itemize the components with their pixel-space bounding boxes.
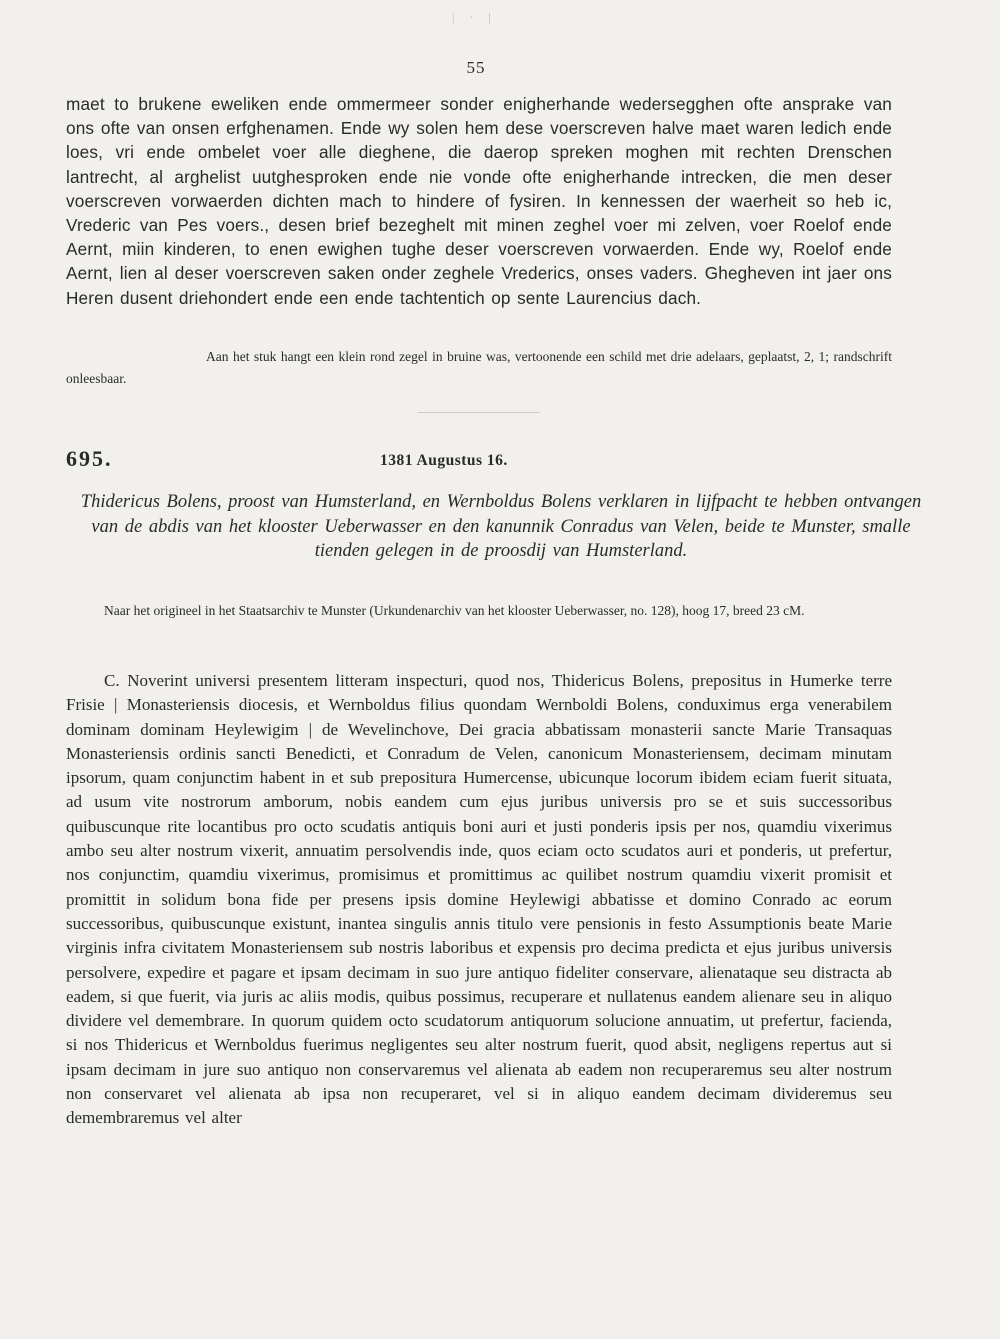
source-note bbox=[66, 600, 892, 622]
source-note-text: Naar het origineel in het Staatsarchiv te Munster (Urkundenarchiv van het klooster Ueberwasser, no. 128), hoog 17, breed 23 cM. bbox=[104, 603, 805, 618]
charter-paragraph: maet to brukene eweliken ende ommermeer sonder enigherhande wedersegghen ofte ansprake van ons ofte van onsen erfghenamen. Ende wy solen hem dese voerscreven halve maet waren ledich ende loes, vri ende ombelet voer alle dieghene, die daerop spreken moghen mit rechten Drenschen lantrecht, al arghelist uutghesproken ende nie vonde ofte enigherhande intrecken, die men deser voerscreven vorwaerden dichten mach to hindere of fysiren. In kennessen der waerheit so heb ic, Vrederic van Pes voers., desen brief bezeghelt mit minen zeghel voer mi zelven, voer Roelof ende Aernt, miin kinderen, to enen ewighen tughe deser voerscreven vorwaerden. Ende wy, Roelof ende Aernt, lien al deser voerscreven saken onder zeghele Vrederics, onses vaders. Ghegheven int jaer ons Heren dusent driehondert ende een ende tachtentich op sente Laurencius dach. bbox=[66, 94, 892, 308]
latin-charter-text bbox=[66, 669, 892, 1131]
document-date: 1381 Augustus 16. bbox=[380, 452, 508, 469]
continued-charter-text bbox=[66, 92, 892, 310]
document-number: 695. bbox=[66, 446, 113, 471]
seal-note-text: Aan het stuk hangt een klein rond zegel in bruine was, vertoonende een schild met drie adelaars, geplaatst, 2, 1; randschrift onleesbaar. bbox=[66, 349, 892, 386]
section-divider bbox=[418, 412, 540, 413]
latin-paragraph: C. Noverint universi presentem litteram inspecturi, quod nos, Thidericus Bolens, prepositus in Humerke terre Frisie | Monasteriensis diocesis, et Wernboldus filius quondam Wernboldi Bolens, conduximus erga venerabilem dominam dominam Heylewigim | de Wevelinchove, Dei gracia abbatissam monasterii sancte Marie Transaquas Monasteriensis ordinis sancti Benedicti, et Conradum de Velen, canonicum Monasteriensem, decimam minutam ipsorum, quam conjunctim habent in et sub prepositura Humercense, ubicunque locorum ibidem eciam fuerit situata, ad usum vite nostrorum amborum, nobis eandem cum ejus juribus universis pro se et suis successoribus quibuscunque rite locantibus pro octo scudatis antiquis boni auri et justi ponderis ipsis per nos, quamdiu vixerimus ambo seu alter nostrum vixerit, annuatim persolvendis inde, quos eciam octo scudatos auri et ponderis, ut prefertur, nos conjunctim, quamdiu vixerimus, promisimus et promittimus ac quilibet nostrum quamdiu vixerit promisit et promittit in solidum bona fide per presens ipsis domine Heylewigi abbatisse et domino Conrado ac eorum successoribus, quibuscunque existunt, inantea singulis annis titulo vere pensionis in festo Assumptionis beate Marie virginis infra civitatem Monasteriensem sub nostris laboribus et expensis pro decima predicta et ejus juribus universis persolvere, expedire et pagare et ipsam decimam in suo jure antiquo fideliter conservare, alienataque seu distracta ab eadem, si que fuerit, via juris ac aliis modis, quibus possimus, recuperare et nullatenus eandem alienare seu in aliquo dividere vel demembrare. In quorum quidem octo scudatorum antiquorum solucione annuatim, ut prefertur, facienda, si nos Thidericus et Wernboldus fuerimus negligentes seu alter nostrum fuerit, quod absit, negligens repertus aut si ipsam decimam in jure suo antiquo non conservaremus vel alienata ab eadem non recuperaremus seu alter nostrum non conservaret vel alienata ab ipsa non recuperaret, vel si in aliquo eandem decimam divideremus seu demembraremus vel alter bbox=[66, 671, 892, 1128]
document-summary bbox=[66, 490, 936, 564]
scan-mark: | · | bbox=[452, 10, 497, 24]
seal-note bbox=[66, 346, 892, 390]
summary-text: Thidericus Bolens, proost van Humsterland, en Wernboldus Bolens verklaren in lijfpacht te hebben ontvangen van de abdis van het klooster Ueberwasser en den kanunnik Conradus van Velen, beide te Munster, smalle tienden gelegen in de proosdij van Humsterland. bbox=[80, 492, 922, 561]
page-number: 55 bbox=[466, 58, 486, 77]
